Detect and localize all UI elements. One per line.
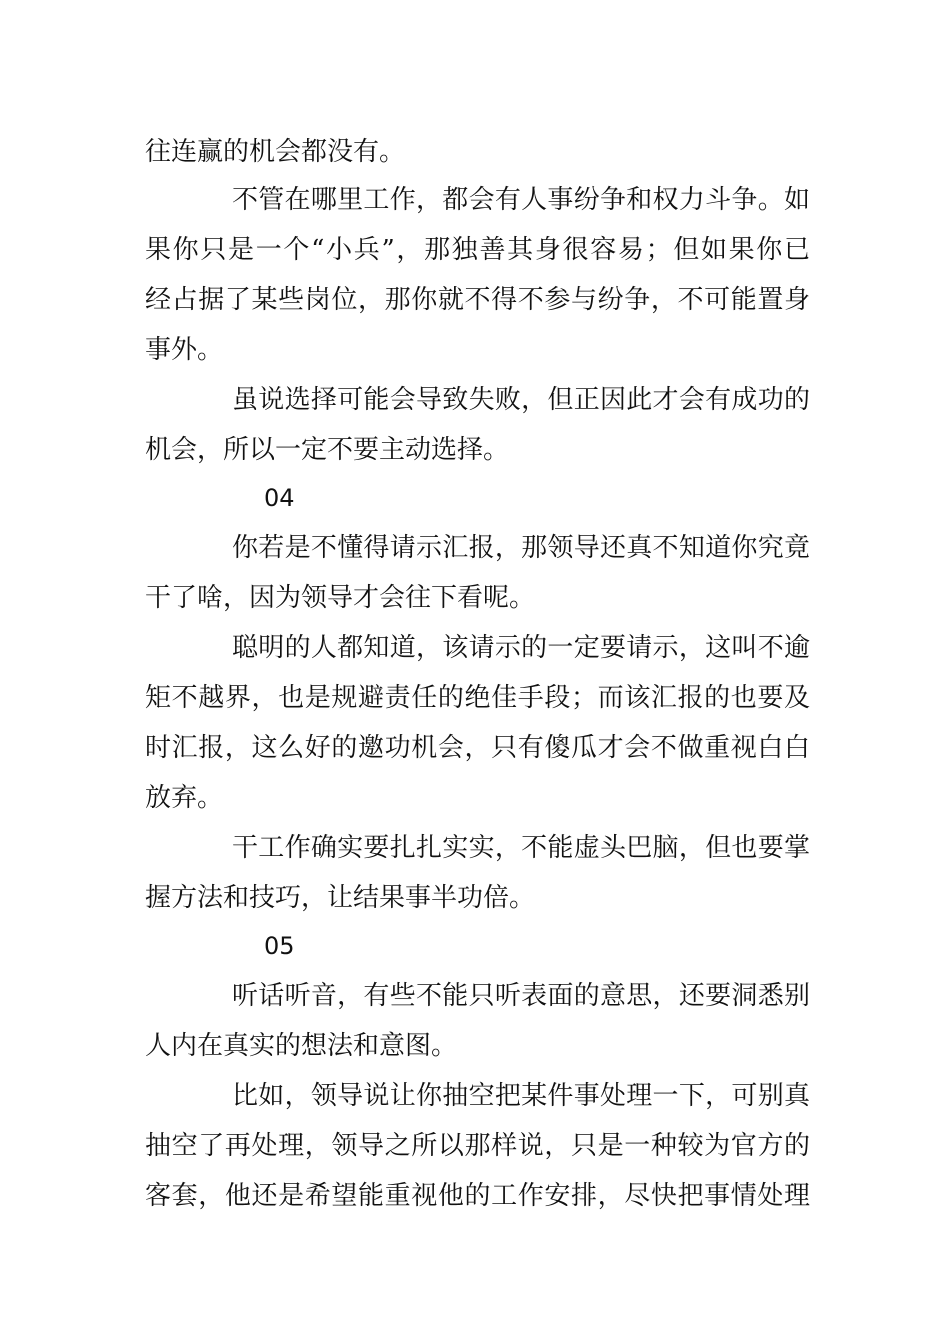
paragraph-line: 握方法和技巧，让结果事半功倍。 — [145, 883, 536, 913]
paragraph-line: 放弃。 — [145, 783, 224, 813]
paragraph-line: 干工作确实要扎扎实实，不能虚头巴脑，但也要掌 — [232, 833, 810, 863]
paragraph-line: 人内在真实的想法和意图。 — [145, 1031, 458, 1061]
paragraph-line: 你若是不懂得请示汇报，那领导还真不知道你究竟 — [232, 533, 810, 563]
paragraph-line: 不管在哪里工作，都会有人事纷争和权力斗争。如 — [232, 185, 810, 215]
paragraph-line: 果你只是一个“小兵”，那独善其身很容易；但如果你已 — [145, 235, 810, 265]
paragraph-line: 听话听音，有些不能只听表面的意思，还要洞悉别 — [232, 981, 810, 1011]
paragraph-line: 事外。 — [145, 335, 224, 365]
paragraph-line: 经占据了某些岗位，那你就不得不参与纷争，不可能置身 — [145, 285, 810, 315]
paragraph-line: 虽说选择可能会导致失败，但正因此才会有成功的 — [232, 385, 810, 415]
paragraph-line: 时汇报，这么好的邀功机会，只有傻瓜才会不做重视白白 — [145, 733, 810, 763]
section-number: 04 — [264, 484, 295, 512]
section-number: 05 — [264, 932, 295, 960]
paragraph-line: 机会，所以一定不要主动选择。 — [145, 435, 510, 465]
paragraph-line: 比如，领导说让你抽空把某件事处理一下，可别真 — [232, 1081, 810, 1111]
paragraph-line: 干了啥，因为领导才会往下看呢。 — [145, 583, 536, 613]
paragraph-line: 聪明的人都知道，该请示的一定要请示，这叫不逾 — [232, 633, 810, 663]
paragraph-line: 客套，他还是希望能重视他的工作安排，尽快把事情处理 — [145, 1181, 810, 1211]
paragraph-line: 抽空了再处理，领导之所以那样说，只是一种较为官方的 — [145, 1131, 810, 1161]
paragraph-line: 往连赢的机会都没有。 — [145, 137, 406, 167]
paragraph-line: 矩不越界，也是规避责任的绝佳手段；而该汇报的也要及 — [145, 683, 810, 713]
